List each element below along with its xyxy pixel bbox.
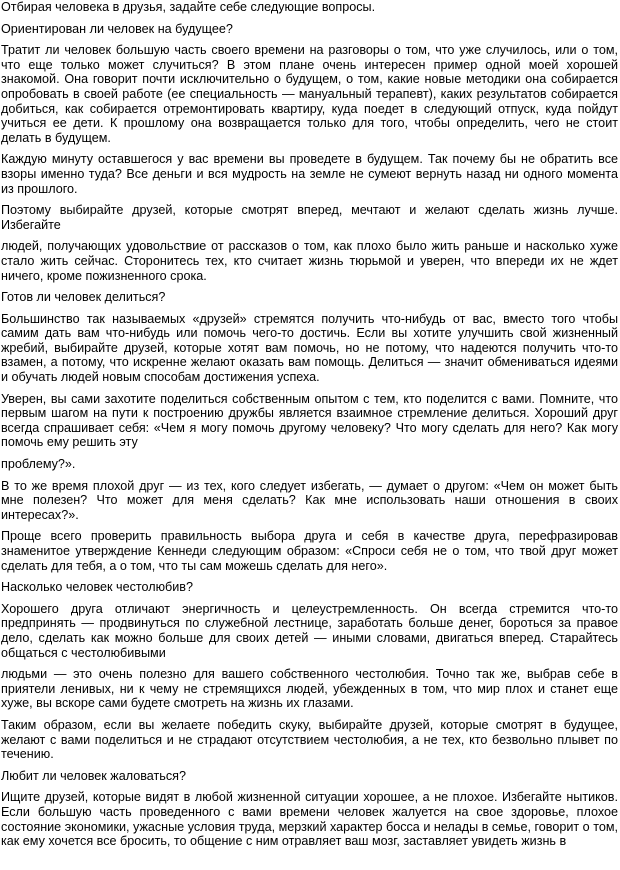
paragraph-so-called-friends: Большинство так называемых «друзей» стремятся получить что-нибудь от вас, вместо того чтобы самим дать вам что-нибудь или помочь чего-то достичь. Если вы хотите улучшить свой жизненный жребий, выбирайте друзей, которые хотят вам помочь, но не потому, что надеются получить что-то взамен, а потому, что искренне желают оказать вам помощь. Делиться — значит обмениваться идеями и обучать людей новым способам достижения успеха. (1, 311, 618, 385)
paragraph-future-time: Каждую минуту оставшегося у вас времени вы проведете в будущем. Так почему бы не обратить все взоры именно туда? Все деньги и вся мудрость на земле не сумеют вернуть назад ни одного момента из прошлого. (1, 152, 618, 196)
heading-future-oriented: Ориентирован ли человек на будущее? (1, 21, 233, 36)
paragraph-intro: Отбирая человека в друзья, задайте себе следующие вопросы. (1, 0, 376, 14)
paragraph-kennedy-quote: Проще всего проверить правильность выбора друга и себя в качестве друга, перефразировав знаменитое утверждение Кеннеди следующим образом: «Спроси себя не о том, что твой друг может сделать для тебя, а о том, что ты сам можешь сделать для него». (1, 529, 618, 573)
paragraph-share-experience: Уверен, вы сами захотите поделиться собственным опытом с тем, кто поделится с вами. Помните, что первым шагом на пути к построению дружбы является взаимное стремление делиться. Хороший друг всегда спрашивает себя: «Чем я могу помочь другому человеку? Что могу сделать для него? Как могу помочь ему решить эту (1, 391, 618, 450)
heading-complaining: Любит ли человек жаловаться? (1, 768, 186, 783)
paragraph-avoid-whiners: Ищите друзей, которые видят в любой жизненной ситуации хорошее, а не плохое. Избегайте нытиков. Если большую часть проведенного с вами времени человек жалуется на свое здоровье, плохое состояние экономики, ужасные условия труда, мерзкий характер босса и нелады в семье, говорит о том, как ему хочется все бросить, то общение с ним отравляет ваш мозг, заставляет увидеть жизнь в (1, 790, 618, 849)
paragraph-avoid-past-lovers: людей, получающих удовольствие от рассказов о том, как плохо было жить раньше и насколько хуже стало жить сейчас. Сторонитесь тех, кто считает жизнь тюрьмой и уверен, что впереди их не ждет ничего, кроме пожизненного срока. (1, 239, 618, 283)
heading-ready-to-share: Готов ли человек делиться? (1, 290, 166, 305)
paragraph-future-example: Тратит ли человек большую часть своего времени на разговоры о том, что уже случилось, или о том, что еще только может случиться? В этом плане очень интересен пример одной моей хорошей знакомой. Она говорит почти исключительно о будущем, о том, какие новые методики она собирается опробовать в своей работе (ее специальность — мануальный терапевт), каких результатов собирается добиться, как собирается отремонтировать квартиру, куда поедет в следующий отпуск, куда пойдут учиться ее дети. К прошлому она возвращается только для того, чтобы определить, чего не стоит делать в будущем. (1, 43, 618, 145)
paragraph-ambitious-people: людьми — это очень полезно для вашего собственного честолюбия. Точно так же, выбрав себе в приятели ленивых, ни к чему не стремящихся людей, убежденных в том, что мир плох и станет еще хуже, вы вскоре сами будете смотреть на жизнь их глазами. (1, 667, 618, 711)
paragraph-bad-friend: В то же время плохой друг — из тех, кого следует избегать, — думает о другом: «Чем он может быть мне полезен? Что может для меня сделать? Как мне использовать наши отношения в своих интересах?». (1, 478, 618, 522)
paragraph-defeat-boredom: Таким образом, если вы желаете победить скуку, выбирайте друзей, которые смотрят в будущее, желают с вами поделиться и не страдают отсутствием честолюбия, а не тех, кто безвольно плывет по течению. (1, 717, 618, 762)
paragraph-problem-fragment: проблему?». (1, 457, 76, 472)
paragraph-choose-forward-friends: Поэтому выбирайте друзей, которые смотрят вперед, мечтают и желают сделать жизнь лучше. Избегайте (1, 203, 618, 232)
paragraph-good-friend-energy: Хорошего друга отличают энергичность и целеустремленность. Он всегда стремится что-то предпринять — продвинуться по служебной лестнице, заработать больше денег, бороться за правое дело, сделать как можно больше для своих детей — иными словами, двигаться вперед. Старайтесь общаться с честолюбивыми (1, 601, 618, 660)
heading-ambition: Насколько человек честолюбив? (1, 580, 193, 595)
